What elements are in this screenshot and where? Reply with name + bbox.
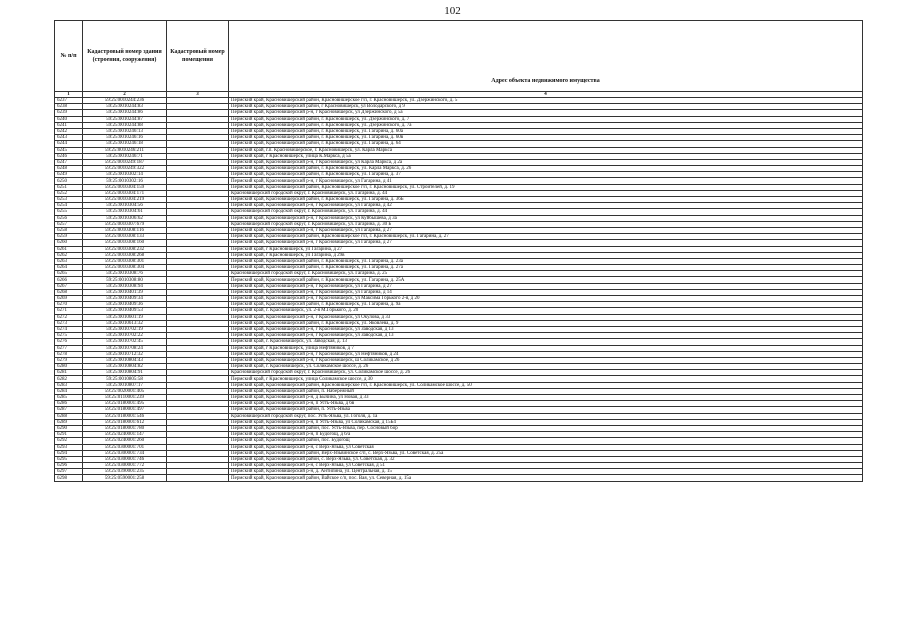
- building-cadastral-number: 59:25:0010246:13: [83, 128, 167, 134]
- building-cadastral-number: 59:25:0180001:546: [83, 413, 167, 419]
- object-address: Пермский край, г Красновишерск, ул Гагарина, д 29в: [229, 252, 863, 258]
- object-address: Красновишерский городской округ, г. Красновишерск, ул. Гагарина, д. 44: [229, 209, 863, 215]
- object-address: Пермский край, Красновишерский р-н, г Красновишерск, ш Соликамское, д 26: [229, 357, 863, 363]
- building-cadastral-number: 59:25:0010308:133: [83, 234, 167, 240]
- object-address: Пермский край, Красновишерский район, г. Красновишерск, ул. Гагарина, д. 37: [229, 172, 863, 178]
- object-address: Красновишерский городской округ, г. Красновишерск, ул. Гагарина, д. 25: [229, 271, 863, 277]
- object-address: Пермский край, Красновишерский р-н, с Верх-Язьва, ул Советская: [229, 444, 863, 450]
- premises-cadastral-number: [167, 475, 229, 481]
- object-address: Пермский край, Красновишерский р-н, с Верх-Язьва, ул Советская, д 51: [229, 463, 863, 469]
- object-address: Пермский край, Красновишерский район, г. Красновишерск, ул. Карла Маркса, д. 26: [229, 166, 863, 172]
- object-address: Пермский край, Красновишерский р-н, п Усть-Язьва, д 6в: [229, 401, 863, 407]
- row-number: 6245: [55, 147, 83, 153]
- building-cadastral-number: 59:25:0010804:82: [83, 364, 167, 370]
- building-cadastral-number: 59:25:0010246:16: [83, 135, 167, 141]
- object-address: Красновишерский городской округ, г. Красновишерск, ул. Гагарина, д. 44: [229, 190, 863, 196]
- row-number: 6241: [55, 122, 83, 128]
- object-address: Пермский край, Красновишерский район, Красновишерское г/п, г. Красновишерск, ул. Дзержинского, д. 5: [229, 98, 863, 104]
- object-address: Пермский край, Красновишерский район, Красновишерское г/п, г. Красновишерск, ул. Строителей, д. 19: [229, 184, 863, 190]
- object-address: Пермский край, Красновишерский р-н, г Красновишерск, ул Куйбышева, д 3а: [229, 215, 863, 221]
- row-number: 6246: [55, 153, 83, 159]
- row-number: 6255: [55, 209, 83, 215]
- building-cadastral-number: 59:25:0010804:43: [83, 357, 167, 363]
- row-number: 6281: [55, 370, 83, 376]
- building-cadastral-number: 59:25:0010246:211: [83, 147, 167, 153]
- building-cadastral-number: 59:25:0010249:322: [83, 166, 167, 172]
- row-number: 6268: [55, 289, 83, 295]
- object-address: Пермский край, Красновишерский район, г. Красновишерск, ул. Гагарина, д. 23а: [229, 258, 863, 264]
- building-cadastral-number: 59:25:0010304:56: [83, 203, 167, 209]
- building-cadastral-number: 59:25:0010249:187: [83, 159, 167, 165]
- building-cadastral-number: 59:25:0010702:19: [83, 326, 167, 332]
- object-address: Пермский край, Красновишерский р-н, г Красновишерск, ул Карла Маркса, д 2а: [229, 159, 863, 165]
- building-cadastral-number: 59:25:0010308:160: [83, 240, 167, 246]
- row-number: 6257: [55, 221, 83, 227]
- object-address: Пермский край, Красновишерский район, пос. Усть-Язьва, пер. Сосновый бор: [229, 425, 863, 431]
- row-number: 6285: [55, 395, 83, 401]
- building-cadastral-number: 59:25:0010805:58: [83, 376, 167, 382]
- row-number: 6293: [55, 444, 83, 450]
- row-number: 6260: [55, 240, 83, 246]
- row-number: 6286: [55, 401, 83, 407]
- row-number: 6258: [55, 227, 83, 233]
- object-address: Пермский край, г Красновишерск, улица К.Маркса, д 5а: [229, 153, 863, 159]
- object-address: Пермский край, Красновишерский р-н, д. Антипина, ул. Центральная, д. 15: [229, 469, 863, 475]
- row-number: 6279: [55, 357, 83, 363]
- object-address: Пермский край, Красновишерский район, г. Красновишерск, ул. Гагарина, д. 9а: [229, 302, 863, 308]
- object-address: Пермский край, Красновишерский район, г. Красновишерск, ул. Гагарина, д. 64: [229, 141, 863, 147]
- object-address: Пермский край, Красновишерский р-н, г Красновишерск, ул Гагарина, д 42: [229, 203, 863, 209]
- object-address: Пермский край, Красновишерский район, г. Красновишерск, ул. Яковлева, д. 9: [229, 320, 863, 326]
- row-number: 6242: [55, 128, 83, 134]
- row-number: 6275: [55, 333, 83, 339]
- building-cadastral-number: 59:25:0010304:159: [83, 184, 167, 190]
- row-number: 6264: [55, 265, 83, 271]
- object-address: Пермский край, Красновишерский район, г. Красновишерск, ул. Гагарина, д. 60в: [229, 135, 863, 141]
- row-number: 6240: [55, 116, 83, 122]
- object-address: Пермский край, Красновишерский район, п. Набережный: [229, 388, 863, 394]
- building-cadastral-number: 59:25:0010702:45: [83, 339, 167, 345]
- object-address: Пермский край, Красновишерский р-н, г Красновишерск, ул Гагарина, д 27: [229, 227, 863, 233]
- table-body: [55, 98, 863, 482]
- building-cadastral-number: 59:25:0010409:36: [83, 302, 167, 308]
- row-number: 6249: [55, 172, 83, 178]
- object-address: Пермский край, Красновишерский р-н, п Будогощ, д 6/а: [229, 432, 863, 438]
- object-address: Пермский край, г Красновишерск, улица Соликамское шоссе, д 30: [229, 376, 863, 382]
- row-number: 6247: [55, 159, 83, 165]
- building-cadastral-number: 59:25:0010306:62: [83, 215, 167, 221]
- building-cadastral-number: 59:25:0010304:171: [83, 190, 167, 196]
- object-address: Пермский край, Красновишерский р-н, г Красновишерск, ул Гагарина, д 27: [229, 240, 863, 246]
- object-address: Пермский край, Красновишерский район, Вайское с/п, пос. Вая, ул. Северная, д. 15а: [229, 475, 863, 481]
- object-address: Красновишерский городской округ, пос. Усть-Язьва, ул. Гоголя, д. 1а: [229, 413, 863, 419]
- building-cadastral-number: 59:25:0010712:32: [83, 351, 167, 357]
- object-address: Пермский край, Красновишерский район, г. Красновишерск, ул. Гагарина, д. 25А: [229, 277, 863, 283]
- row-number: 6254: [55, 203, 83, 209]
- object-address: Пермский край, Красновишерский район, г Красновишерск, ул Володарского, д 9: [229, 104, 863, 110]
- row-number: 6250: [55, 178, 83, 184]
- page-number: 102: [444, 5, 461, 17]
- building-cadastral-number: 59:25:0010246:71: [83, 153, 167, 159]
- row-number: 6253: [55, 197, 83, 203]
- building-cadastral-number: 59:25:0010308:304: [83, 265, 167, 271]
- building-cadastral-number: 59:25:0010308:232: [83, 246, 167, 252]
- object-address: Пермский край, Красновишерский район, г. Красновишерск, ул. Гагарина, д. 36Б: [229, 197, 863, 203]
- row-number: 6283: [55, 382, 83, 388]
- building-cadastral-number: 59:25:0010307:679: [83, 221, 167, 227]
- row-number: 6239: [55, 110, 83, 116]
- row-number: 6243: [55, 135, 83, 141]
- object-address: Пермский край, Красновишерский р-н, г Красновишерск, ул Заводская, д 13: [229, 326, 863, 332]
- row-number: 6265: [55, 271, 83, 277]
- row-number: 6295: [55, 456, 83, 462]
- object-address: Красновишерский городской округ, г. Красновишерск, ул. Соликамское шоссе, д. 26: [229, 370, 863, 376]
- column-number-4: 4: [229, 92, 863, 98]
- header-number: № п/п: [55, 21, 83, 92]
- object-address: Пермский край, Красновишерский район, Верх-Язьвинское с/п, с. Верх-Язьва, ул. Советская, д. 25а: [229, 450, 863, 456]
- row-number: 6292: [55, 438, 83, 444]
- row-number: 6267: [55, 283, 83, 289]
- row-number: 6297: [55, 469, 83, 475]
- object-address: Пермский край, Красновишерский р-н, г Красновишерск, ул Окулова, д 33: [229, 314, 863, 320]
- building-cadastral-number: 59:25:0240001:147: [83, 432, 167, 438]
- building-cadastral-number: 59:25:0300001:746: [83, 456, 167, 462]
- row-number: 6274: [55, 326, 83, 332]
- building-cadastral-number: 59:25:0300001:701: [83, 444, 167, 450]
- row-number: 6287: [55, 407, 83, 413]
- object-address: Пермский край, Красновишерский район, п. Усть-Язьва: [229, 407, 863, 413]
- object-address: Пермский край, Красновишерский район, Красновишерское г/п, г. Красновишерск, ул. Соликамское шоссе, д. 50: [229, 382, 863, 388]
- row-number: 6251: [55, 184, 83, 190]
- object-address: Пермский край, Красновишерский р-н, г Красновишерск, ул Заводская, д 13: [229, 333, 863, 339]
- object-address: Пермский край, Красновишерский р-н, г Красновишерск, ул Гагарина, д 14: [229, 289, 863, 295]
- building-cadastral-number: 59:25:0180001:612: [83, 419, 167, 425]
- building-cadastral-number: 59:25:0180001:780: [83, 425, 167, 431]
- row-number: 6262: [55, 252, 83, 258]
- building-cadastral-number: 59:25:0110001:239: [83, 395, 167, 401]
- building-cadastral-number: 59:25:0010613:32: [83, 320, 167, 326]
- building-cadastral-number: 59:25:0180001:495: [83, 401, 167, 407]
- building-cadastral-number: 59:25:0010244:88: [83, 122, 167, 128]
- object-address: Пермский край, Красновишерский район, Красновишерское г/п, г. Красновишерск, ул. Гагарина, д. 27: [229, 234, 863, 240]
- building-cadastral-number: 59:25:0010308:80: [83, 277, 167, 283]
- object-address: Пермский край, г Красновишерск, улица Нефтяников, д 7: [229, 345, 863, 351]
- object-address: Пермский край, Красновишерский р-н, п Усть-Язьва, ул Соликамская, д 15Б4: [229, 419, 863, 425]
- building-cadastral-number: 59:25:0240001:260: [83, 438, 167, 444]
- table-row: [55, 475, 863, 481]
- object-address: Пермский край, Красновишерский р-н, г Красновишерск, ул Максима Горького 2-я, д 20: [229, 296, 863, 302]
- building-cadastral-number: 59:25:0010308:94: [83, 283, 167, 289]
- object-address: Пермский край, Красновишерский р-н, г Красновишерск, ул Дзержинского, д 5а: [229, 110, 863, 116]
- object-address: Пермский край, г Красновишерск, ул Гагарина, д 27: [229, 246, 863, 252]
- building-cadastral-number: 59:25:0010401:39: [83, 289, 167, 295]
- object-address: Пермский край, Красновишерский район, пос. Будогощ: [229, 438, 863, 444]
- row-number: 6252: [55, 190, 83, 196]
- building-cadastral-number: 59:25:0010702:22: [83, 333, 167, 339]
- row-number: 6277: [55, 345, 83, 351]
- row-number: 6266: [55, 277, 83, 283]
- header-address: Адрес объекта недвижимого имущества: [229, 21, 863, 92]
- building-cadastral-number: 59:25:0300001:734: [83, 450, 167, 456]
- object-address: Пермский край, Красновишерский район, г. Красновишерск, ул. Дзержинского, д. 7: [229, 116, 863, 122]
- column-number-3: 3: [167, 92, 229, 98]
- building-cadastral-number: 59:25:0020001:405: [83, 388, 167, 394]
- building-cadastral-number: 59:25:0010708:24: [83, 345, 167, 351]
- row-number: 6291: [55, 432, 83, 438]
- building-cadastral-number: 59:25:0010308:268: [83, 252, 167, 258]
- row-number: 6290: [55, 425, 83, 431]
- row-number: 6238: [55, 104, 83, 110]
- building-cadastral-number: 59:25:0010244:83: [83, 104, 167, 110]
- row-number: 6289: [55, 419, 83, 425]
- row-number: 6298: [55, 475, 83, 481]
- building-cadastral-number: 59:25:0010302:14: [83, 172, 167, 178]
- row-number: 6271: [55, 308, 83, 314]
- object-address: Пермский край, Красновишерский район, с. Верх-Язьва, ул. Советская, д. 32: [229, 456, 863, 462]
- row-number: 6248: [55, 166, 83, 172]
- column-number-2: 2: [83, 92, 167, 98]
- object-address: Красновишерский городской округ, г. Красновишерск, ул. Гагарина, д. 30 Б: [229, 221, 863, 227]
- row-number: 6256: [55, 215, 83, 221]
- building-cadastral-number: 59:25:0010409:34: [83, 296, 167, 302]
- row-number: 6244: [55, 141, 83, 147]
- object-address: Пермский край, Красновишерский р-н, д Бычина, ул Новая, д 33: [229, 395, 863, 401]
- row-number: 6294: [55, 450, 83, 456]
- building-cadastral-number: 59:25:0010804:91: [83, 370, 167, 376]
- building-cadastral-number: 59:25:0010244:86: [83, 110, 167, 116]
- building-cadastral-number: 59:25:0390001:235: [83, 469, 167, 475]
- object-address: Пермский край, Красновишерский район, г. Красновишерск, ул. Дзержинского, д. 7а: [229, 122, 863, 128]
- row-number: 6288: [55, 413, 83, 419]
- building-cadastral-number: 59:25:0010246:18: [83, 141, 167, 147]
- row-number: 6259: [55, 234, 83, 240]
- row-number: 6237: [55, 98, 83, 104]
- row-number: 6270: [55, 302, 83, 308]
- building-cadastral-number: 59:25:0010304:61: [83, 209, 167, 215]
- row-number: 6276: [55, 339, 83, 345]
- column-number-1: 1: [55, 92, 83, 98]
- row-number: 6282: [55, 376, 83, 382]
- building-cadastral-number: 59:25:0010302:16: [83, 178, 167, 184]
- table-header-row: [55, 21, 863, 92]
- object-address: Пермский край, Красновишерский р-н, г Красновишерск, ул Нефтяников, д 24: [229, 351, 863, 357]
- building-cadastral-number: 59:25:0010244:87: [83, 116, 167, 122]
- building-cadastral-number: 59:25:0590001:258: [83, 475, 167, 481]
- row-number: 6269: [55, 296, 83, 302]
- property-registry-table: [54, 20, 863, 482]
- building-cadastral-number: 59:25:0010304:219: [83, 197, 167, 203]
- row-number: 6261: [55, 246, 83, 252]
- row-number: 6263: [55, 258, 83, 264]
- row-number: 6296: [55, 463, 83, 469]
- object-address: Пермский край, Красновишерский р-н, г Красновишерск, ул Гагарина, д 27: [229, 283, 863, 289]
- building-cadastral-number: 59:25:0010244:236: [83, 98, 167, 104]
- object-address: Пермский край, Красновишерский район, г. Красновишерск, ул. Гагарина, д. 27а: [229, 265, 863, 271]
- row-number: 6272: [55, 314, 83, 320]
- building-cadastral-number: 59:25:0300001:772: [83, 463, 167, 469]
- object-address: Пермский край, г. Красновишерск, ул. 2-я М.Горького, д. 20: [229, 308, 863, 314]
- building-cadastral-number: 59:25:0010308:116: [83, 227, 167, 233]
- object-address: Пермский край, г.п. Красновишерское, г. Красновишерск, ул. Карла Маркса: [229, 147, 863, 153]
- building-cadastral-number: 59:25:0010308:301: [83, 258, 167, 264]
- object-address: Пермский край, Красновишерский р-н, г Красновишерск, ул Гагарина, д 41: [229, 178, 863, 184]
- building-cadastral-number: 59:25:0010807:17: [83, 382, 167, 388]
- object-address: Пермский край, г. Красновишерск, ул. Заводская, д. 13: [229, 339, 863, 345]
- building-cadastral-number: 59:25:0010409:53: [83, 308, 167, 314]
- row-number: 6280: [55, 364, 83, 370]
- row-number: 6278: [55, 351, 83, 357]
- object-address: Пермский край, г. Красновишерск, ул. Соликамское шоссе, д. 26: [229, 364, 863, 370]
- object-address: Пермский край, Красновишерский район, г. Красновишерск, ул. Гагарина, д. 60а: [229, 128, 863, 134]
- header-premises-cadastral: Кадастровый номер помещения: [167, 21, 229, 92]
- building-cadastral-number: 59:25:0180001:497: [83, 407, 167, 413]
- row-number: 6273: [55, 320, 83, 326]
- row-number: 6284: [55, 388, 83, 394]
- building-cadastral-number: 59:25:0010601:19: [83, 314, 167, 320]
- building-cadastral-number: 59:25:0010308:76: [83, 271, 167, 277]
- header-building-cadastral: Кадастровый номер здания (строения, сооружения): [83, 21, 167, 92]
